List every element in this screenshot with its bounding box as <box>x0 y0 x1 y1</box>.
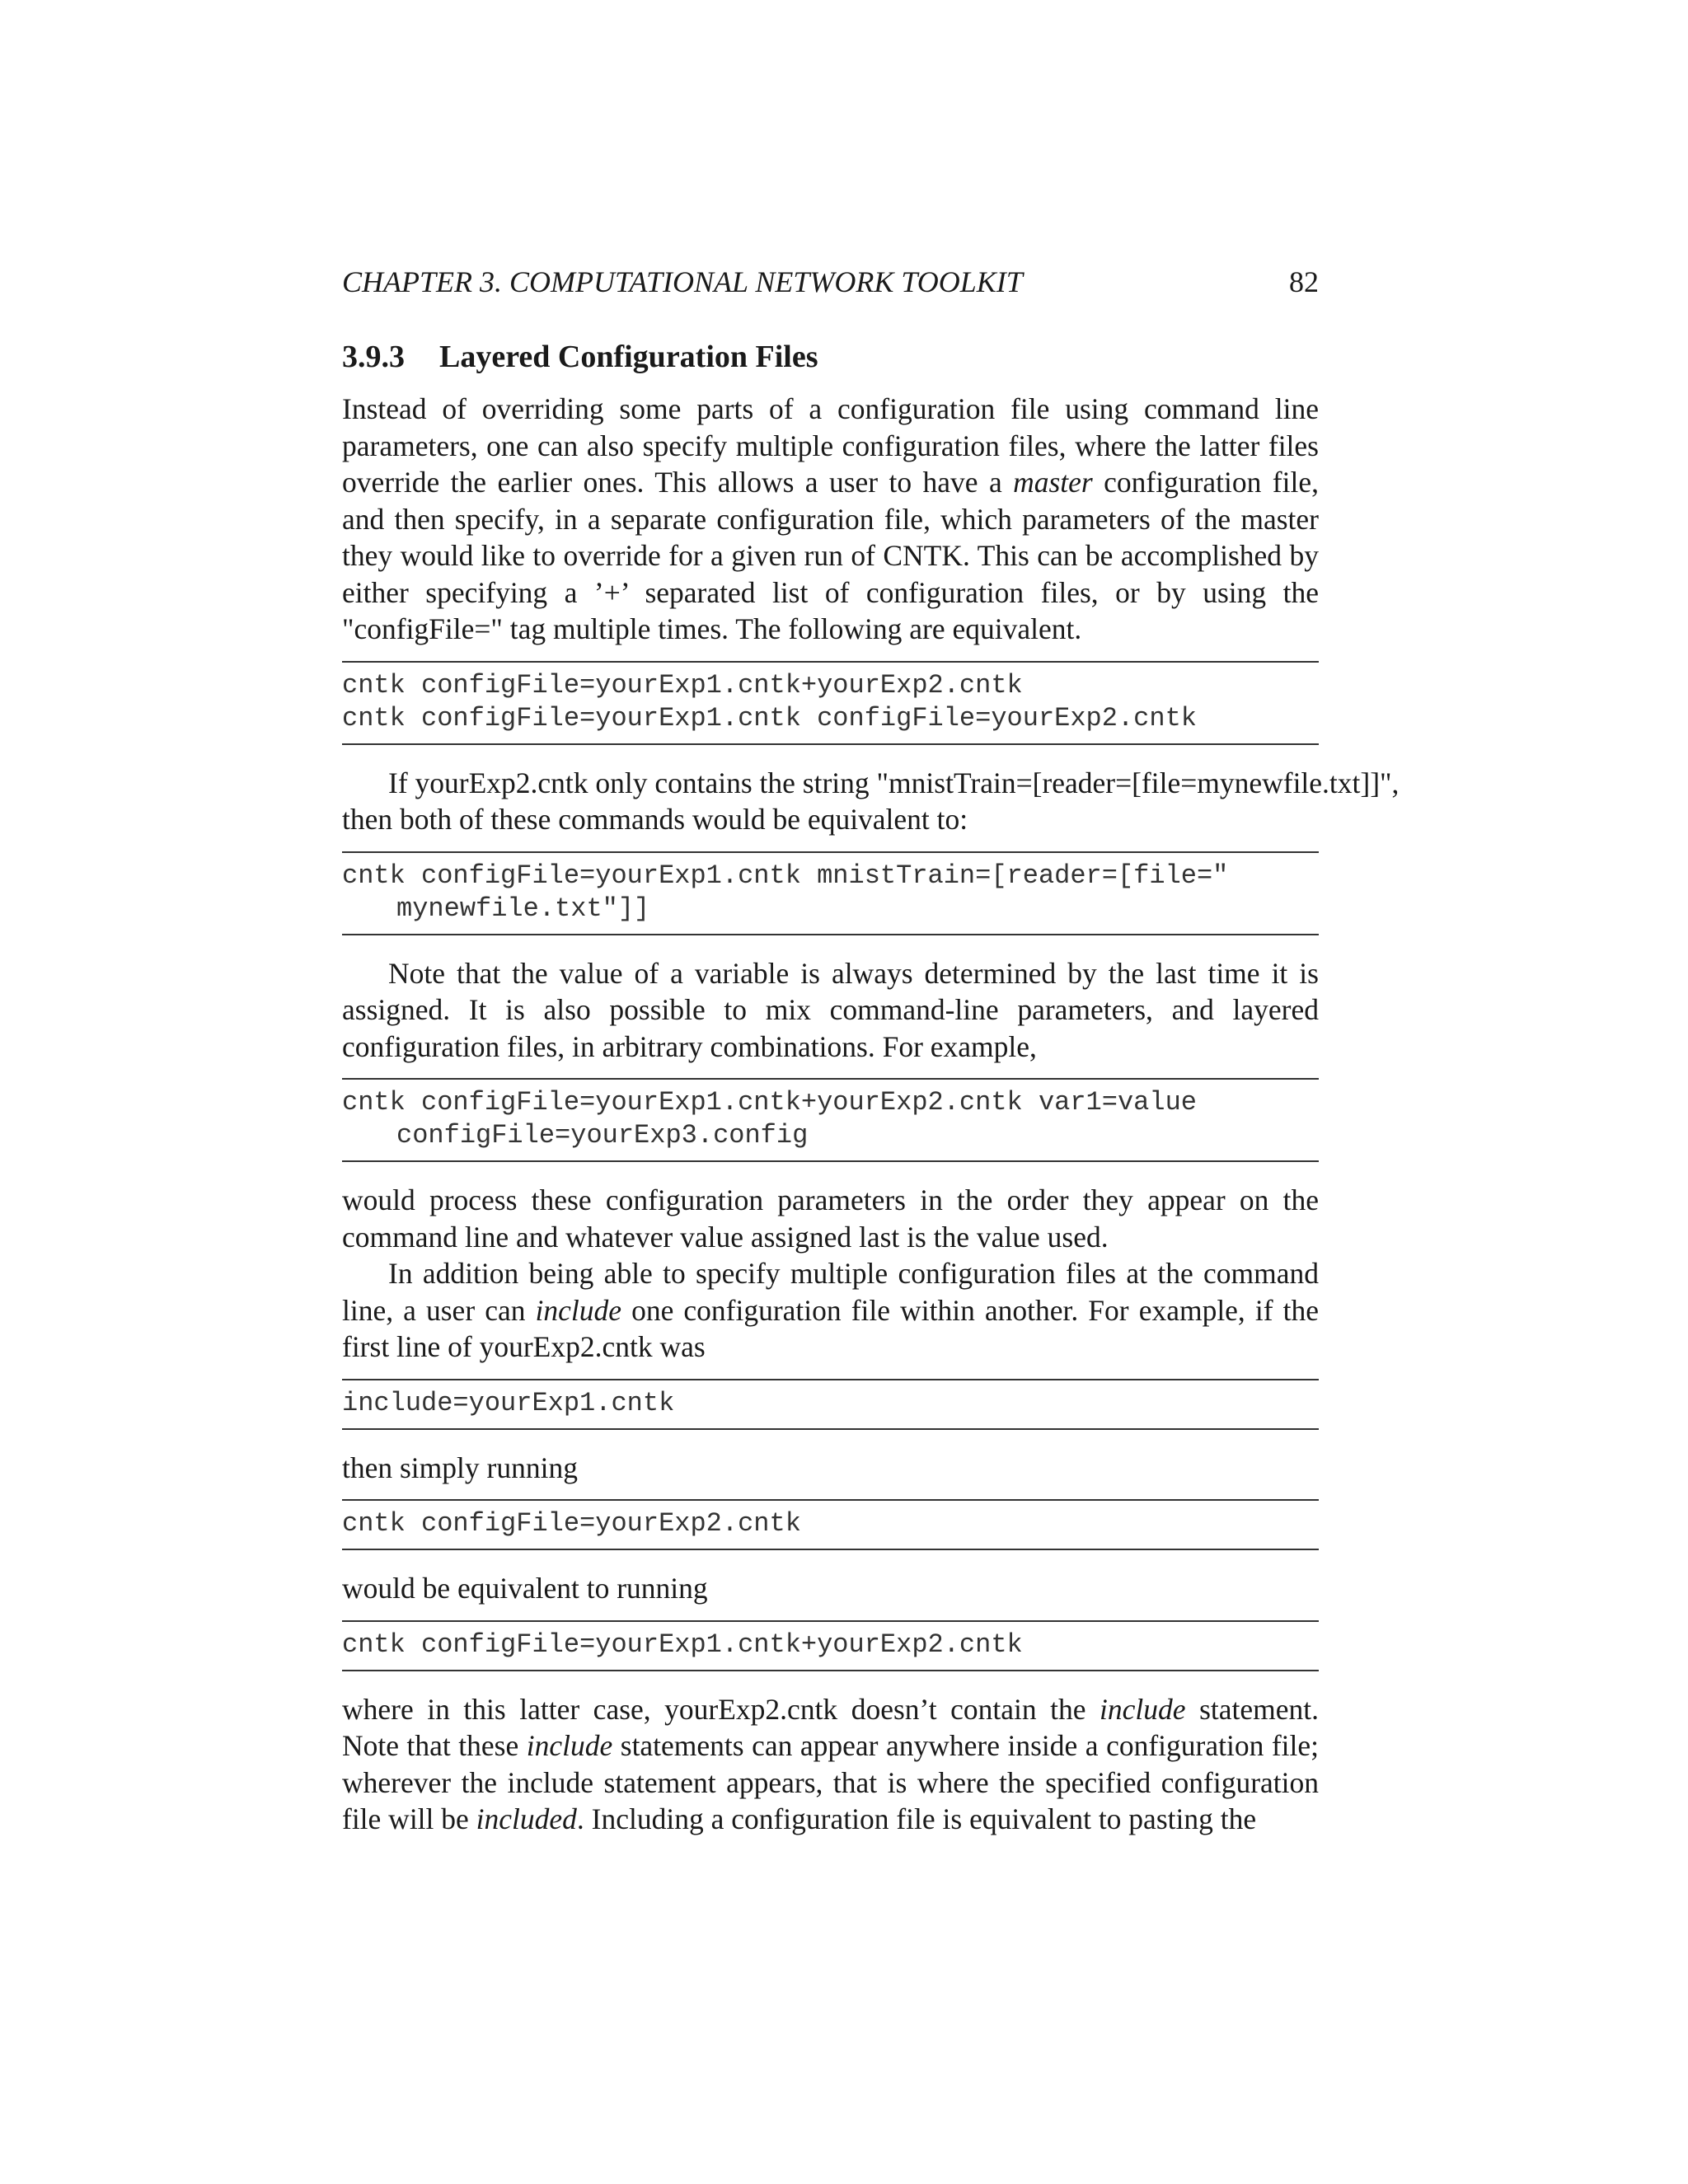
code-line: cntk configFile=yourExp2.cntk <box>342 1508 801 1539</box>
paragraph-mnist-line1: If yourExp2.cntk only contains the string "mnistTrain=[reader=[file=mynewfile.txt]]", <box>388 766 1400 799</box>
paragraph-then-running: then simply running <box>342 1451 578 1484</box>
section-number: 3.9.3 <box>342 340 405 374</box>
code-listing-5 <box>342 1499 1319 1550</box>
code-line-continued: mynewfile.txt"]] <box>396 893 650 924</box>
emphasis-include: include <box>526 1729 613 1762</box>
running-head <box>342 264 1319 300</box>
emphasis-included: included <box>476 1802 577 1835</box>
code-line: cntk configFile=yourExp1.cntk configFile=yourExp2.cntk <box>342 702 1197 733</box>
paragraph-text: statements can appear anywhere inside a configuration file; wherever the include statement appears, that is where the specified configuration file will be <box>342 1729 1320 1835</box>
code-line: cntk configFile=yourExp1.cntk+yourExp2.cntk <box>342 669 1023 701</box>
paragraph-text: statement. Note that these <box>342 1692 1319 1762</box>
paragraph-text: one configuration file within another. For example, if the first line of yourExp2.cntk was <box>342 1293 1319 1363</box>
code-listing-4 <box>342 1379 1319 1430</box>
code-listing-2 <box>342 851 1319 935</box>
paragraph-include-details <box>342 1691 1319 1838</box>
paragraph-text: Instead of overriding some parts of a configuration file using command line parameters, one can also specify multiple configuration files, where the latter files override the earlier ones. This allows a user to have a <box>342 392 1319 499</box>
code-line: cntk configFile=yourExp1.cntk+yourExp2.cntk var1=value <box>342 1087 1197 1118</box>
page-number: 82 <box>1289 265 1319 298</box>
section-title: Layered Configuration Files <box>439 340 818 374</box>
page <box>342 264 1400 1838</box>
paragraph-text: In addition being able to specify multiple configuration files at the command line, a user can <box>342 1257 1319 1327</box>
paragraph-order: would process these configuration parameters in the order they appear on the command line and whatever value assigned last is the value used. <box>342 1183 1319 1254</box>
paragraph-variable-note: Note that the value of a variable is always determined by the last time it is assigned. It is also possible to mix command-line parameters, and layered configuration files, in arbitrary combinations. For example, <box>342 956 1319 1063</box>
code-line: cntk configFile=yourExp1.cntk mnistTrain=[reader=[file=" <box>342 860 1229 891</box>
code-line: include=yourExp1.cntk <box>342 1387 675 1418</box>
code-listing-6 <box>342 1620 1319 1671</box>
paragraph-text: where in this latter case, yourExp2.cntk doesn’t contain the <box>342 1692 1100 1726</box>
paragraph-include-intro <box>342 1255 1319 1366</box>
paragraph-mnist-line2: then both of these commands would be equivalent to: <box>342 803 968 836</box>
emphasis-include: include <box>1100 1692 1186 1726</box>
paragraph-text: configuration file, and then specify, in a separate configuration file, which parameters of the master they would like to override for a given run of CNTK. This can be accomplished by either specifying a ’+’ separated list of configuration files, or by using the "configFile=" tag multiple times. The following are equivalent. <box>342 466 1319 645</box>
emphasis-include: include <box>535 1293 622 1327</box>
paragraph-text: . Including a configuration file is equivalent to pasting the <box>576 1802 1257 1835</box>
code-line: cntk configFile=yourExp1.cntk+yourExp2.cntk <box>342 1629 1023 1660</box>
paragraph-equivalent: would be equivalent to running <box>342 1572 708 1605</box>
code-line-continued: configFile=yourExp3.config <box>396 1120 809 1151</box>
code-listing-3 <box>342 1078 1319 1162</box>
code-listing-1 <box>342 661 1319 745</box>
emphasis-master: master <box>1013 466 1093 499</box>
chapter-title: CHAPTER 3. COMPUTATIONAL NETWORK TOOLKIT <box>342 265 1023 298</box>
paragraph-intro <box>342 391 1319 648</box>
section-heading <box>342 338 1319 376</box>
